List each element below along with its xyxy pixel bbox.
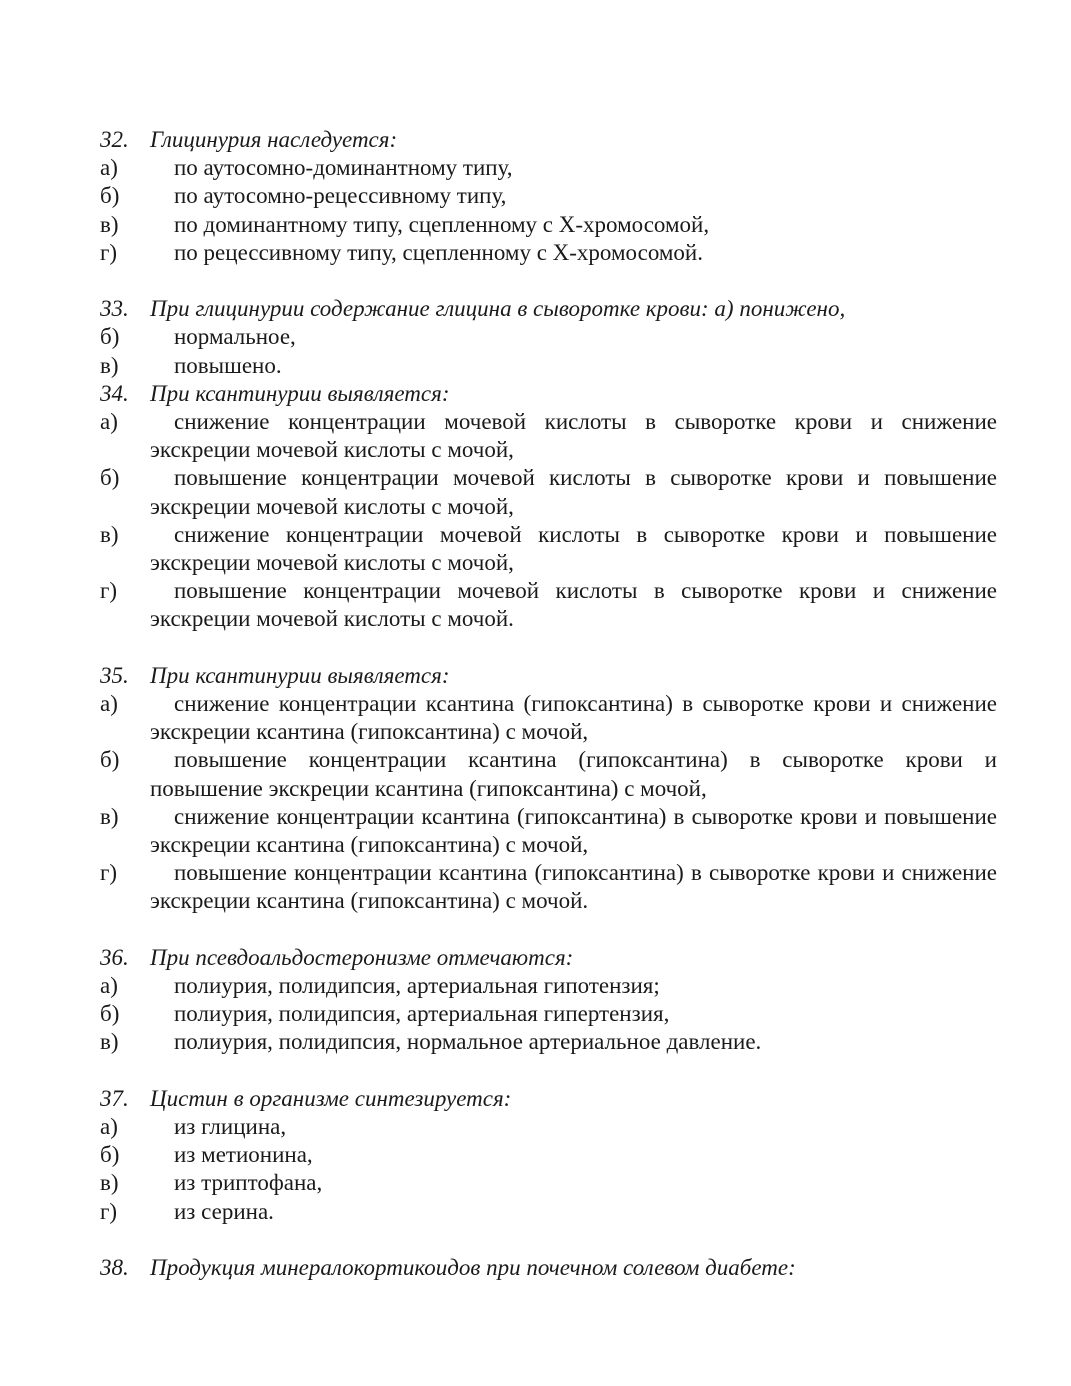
option-label: г) xyxy=(100,860,118,886)
option-text: снижение концентрации ксантина (гипоксантина) в сыворотке крови и снижение экскреции ксантина (гипоксантина) с мочой, xyxy=(150,691,997,745)
option-text: из глицина, xyxy=(174,1114,287,1140)
option-label: в) xyxy=(100,1170,119,1196)
answer-option xyxy=(100,1113,997,1141)
option-label: а) xyxy=(100,1114,118,1140)
question-number: 32. xyxy=(100,127,129,152)
answer-option xyxy=(100,408,997,464)
question-37 xyxy=(100,1085,997,1113)
option-text: снижение концентрации мочевой кислоты в сыворотке крови и снижение экскреции мочевой кислоты с мочой, xyxy=(150,409,997,463)
question-number: 35. xyxy=(100,662,129,688)
answer-option xyxy=(100,1198,997,1226)
question-text: Глицинурия наследуется: xyxy=(150,127,398,152)
answer-option xyxy=(100,972,997,1000)
question-33 xyxy=(100,295,997,323)
option-label: в) xyxy=(100,803,119,829)
option-text: по рецессивному типу, сцепленному с Х-хромосомой. xyxy=(174,239,703,265)
answer-option xyxy=(100,352,997,380)
option-label: в) xyxy=(100,211,119,237)
answer-option xyxy=(100,1141,997,1169)
answer-option xyxy=(100,464,997,520)
answer-option xyxy=(100,521,997,577)
option-text: повышение концентрации мочевой кислоты в сыворотке крови и снижение экскреции мочевой кислоты с мочой. xyxy=(150,578,997,632)
option-text: повышение концентрации мочевой кислоты в сыворотке крови и повышение экскреции мочевой кислоты с мочой, xyxy=(150,465,997,519)
option-text: повышение концентрации ксантина (гипоксантина) в сыворотке крови и снижение экскреции ксантина (гипоксантина) с мочой. xyxy=(150,860,997,914)
option-label: б) xyxy=(100,465,120,491)
option-label: в) xyxy=(100,521,119,547)
question-36 xyxy=(100,944,997,972)
option-text: полиурия, полидипсия, артериальная гипертензия, xyxy=(174,1001,670,1027)
question-text: При псевдоальдостеронизме отмечаются: xyxy=(150,944,574,970)
answer-option xyxy=(100,211,997,239)
question-text: Цистин в организме синтезируется: xyxy=(150,1085,512,1111)
spacer xyxy=(100,1226,997,1254)
question-text: При ксантинурии выявляется: xyxy=(150,662,450,688)
option-label: в) xyxy=(100,352,119,378)
option-text: полиурия, полидипсия, артериальная гипотензия; xyxy=(174,973,660,999)
answer-option xyxy=(100,803,997,859)
answer-option xyxy=(100,746,997,802)
option-text: снижение концентрации ксантина (гипоксантина) в сыворотке крови и повышение экскреции ксантина (гипоксантина) с мочой, xyxy=(150,803,997,858)
answer-option xyxy=(100,154,997,182)
option-text: повышено. xyxy=(174,352,282,378)
option-label: б) xyxy=(100,324,120,350)
question-number: 36. xyxy=(100,944,129,970)
option-label: а) xyxy=(100,973,118,999)
option-label: б) xyxy=(100,1142,120,1168)
spacer xyxy=(100,634,997,662)
question-38 xyxy=(100,1254,997,1282)
option-text: по аутосомно-рецессивному типу, xyxy=(174,183,507,209)
question-text: При ксантинурии выявляется: xyxy=(150,380,450,406)
question-number: 34. xyxy=(100,380,129,406)
option-label: в) xyxy=(100,1029,119,1055)
option-text: из триптофана, xyxy=(174,1170,323,1196)
answer-option xyxy=(100,323,997,351)
answer-option xyxy=(100,1028,997,1056)
option-label: а) xyxy=(100,155,118,181)
question-text: При глицинурии содержание глицина в сыворотке крови: а) понижено, xyxy=(150,296,846,322)
option-text: повышение концентрации ксантина (гипоксантина) в сыворотке крови и повышение экскреции ксантина (гипоксантина) с мочой, xyxy=(150,747,997,801)
question-number: 38. xyxy=(100,1255,129,1281)
option-text: снижение концентрации мочевой кислоты в сыворотке крови и повышение экскреции мочевой кислоты с мочой, xyxy=(150,521,997,576)
option-text: нормальное, xyxy=(174,324,296,350)
question-number: 33. xyxy=(100,296,129,322)
option-label: г) xyxy=(100,239,118,265)
option-text: по доминантному типу, сцепленному с Х-хромосомой, xyxy=(174,211,710,237)
question-34 xyxy=(100,380,997,408)
option-text: полиурия, полидипсия, нормальное артериальное давление. xyxy=(174,1029,762,1055)
answer-option xyxy=(100,690,997,746)
option-text: из метионина, xyxy=(174,1142,313,1168)
option-label: г) xyxy=(100,1198,118,1224)
option-label: а) xyxy=(100,691,118,717)
spacer xyxy=(100,267,997,295)
question-32 xyxy=(100,126,997,154)
option-label: а) xyxy=(100,409,118,435)
option-label: б) xyxy=(100,183,120,209)
question-35 xyxy=(100,662,997,690)
spacer xyxy=(100,1057,997,1085)
option-label: б) xyxy=(100,1001,120,1027)
option-text: из серина. xyxy=(174,1198,274,1224)
answer-option xyxy=(100,577,997,633)
option-label: б) xyxy=(100,747,120,773)
option-label: г) xyxy=(100,578,118,604)
answer-option xyxy=(100,1000,997,1028)
answer-option xyxy=(100,182,997,210)
spacer xyxy=(100,916,997,944)
document-page xyxy=(100,126,997,1282)
option-text: по аутосомно-доминантному типу, xyxy=(174,155,513,181)
answer-option xyxy=(100,1169,997,1197)
question-text: Продукция минералокортикоидов при почечном солевом диабете: xyxy=(150,1255,796,1281)
answer-option xyxy=(100,859,997,915)
question-number: 37. xyxy=(100,1085,129,1111)
answer-option xyxy=(100,239,997,267)
